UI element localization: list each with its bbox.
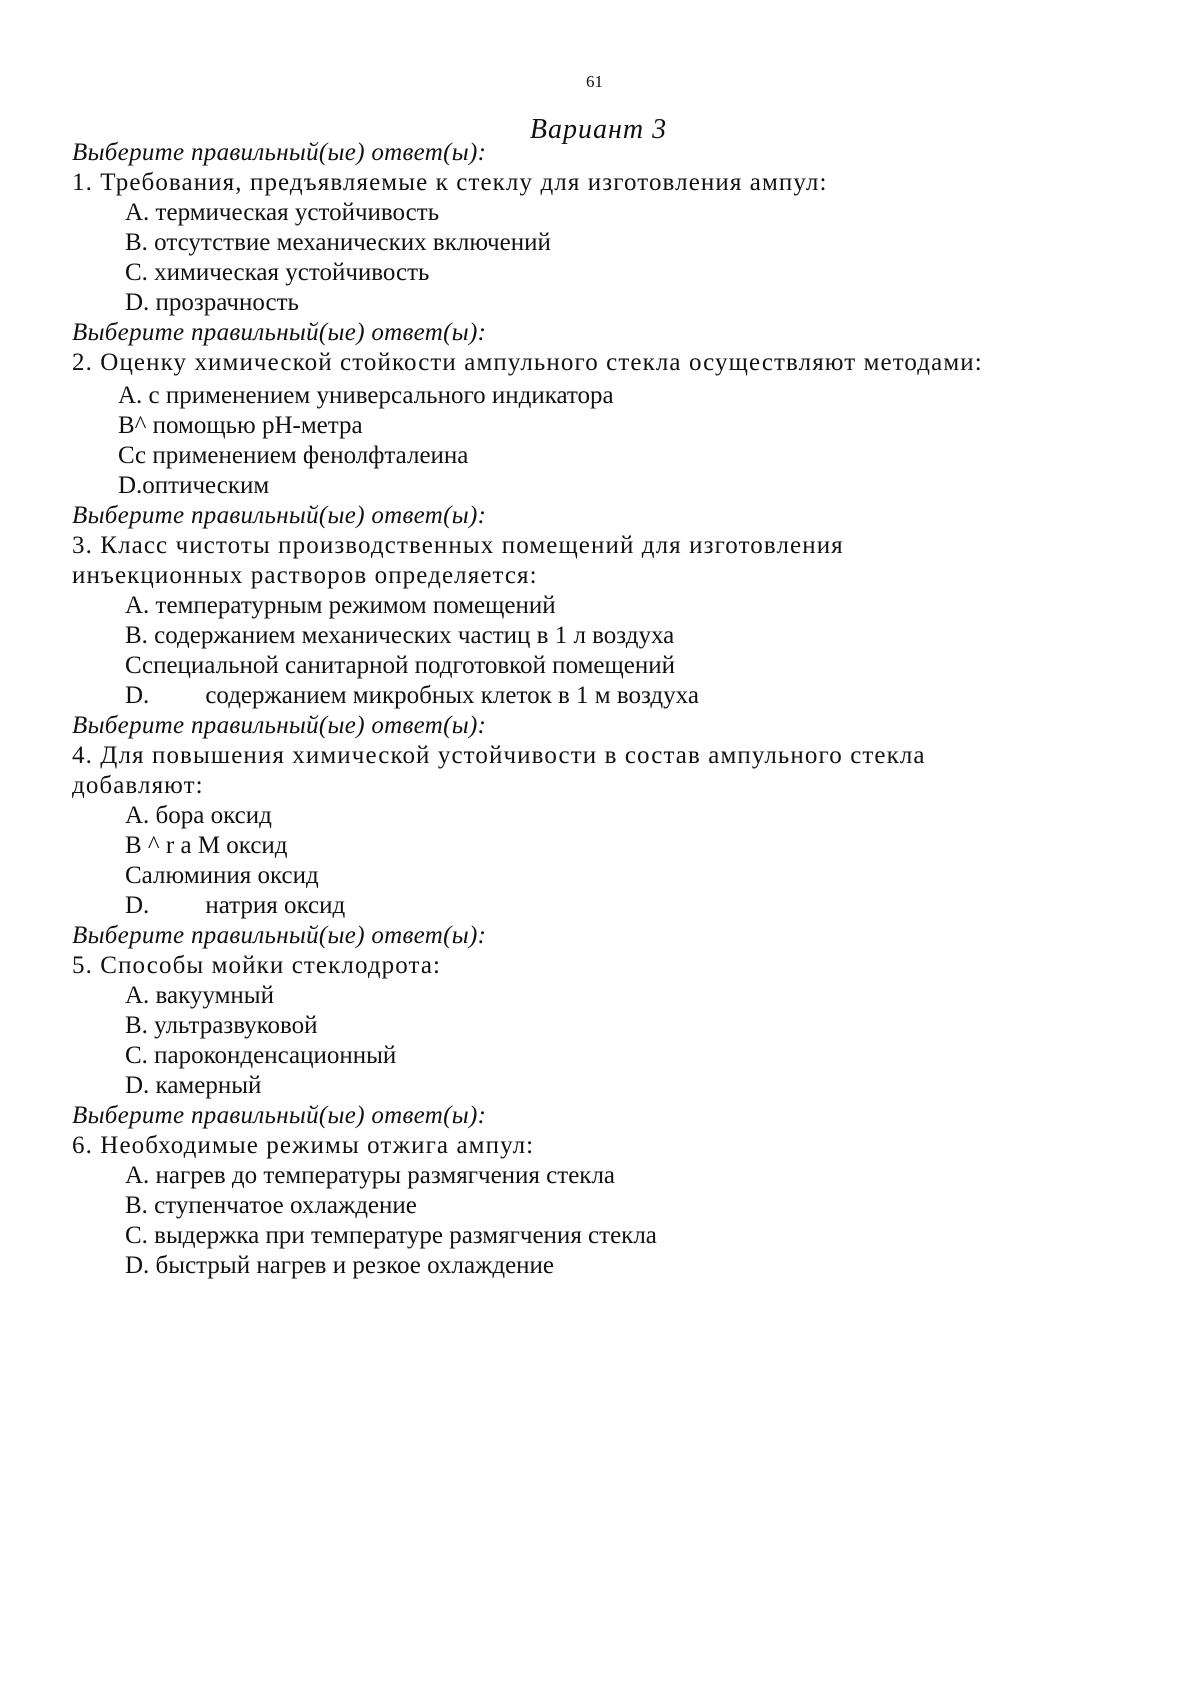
question-3-option-d-text: содержанием микробных клеток в 1 м воздуха <box>205 682 699 709</box>
question-1-option-b: В. отсутствие механических включений <box>125 229 551 256</box>
question-5-option-a: А. вакуумный <box>125 982 274 1009</box>
question-6-text: 6. Необходимые режимы отжига ампул: <box>72 1132 535 1159</box>
question-3-option-b: В. содержанием механических частиц в 1 л воздуха <box>125 622 675 649</box>
question-3-option-a: А. температурным режимом помещений <box>125 592 556 619</box>
question-2-option-b: В^ помощью рН-метра <box>118 412 363 439</box>
question-2-text: 2. Оценку химической стойкости ампульного стекла осуществляют методами: <box>72 349 983 376</box>
instruction: Выберите правильный(ые) ответ(ы): <box>72 319 487 346</box>
question-5-option-c: С. пароконденсационный <box>125 1042 397 1069</box>
instruction: Выберите правильный(ые) ответ(ы): <box>72 139 487 166</box>
instruction: Выберите правильный(ые) ответ(ы): <box>72 502 487 529</box>
question-4-option-b: В ^ r a M оксид <box>125 832 288 859</box>
question-3-text-line-2: инъекционных растворов определяется: <box>72 562 538 589</box>
instruction: Выберите правильный(ые) ответ(ы): <box>72 712 487 739</box>
question-4-option-a: А. бора оксид <box>125 802 272 829</box>
question-1-text: 1. Требования, предъявляемые к стеклу для изготовления ампул: <box>72 169 828 196</box>
question-5-text: 5. Способы мойки стеклодрота: <box>72 952 442 979</box>
variant-title: Вариант 3 <box>529 114 668 145</box>
question-6-option-a: А. нагрев до температуры размягчения стекла <box>125 1162 616 1189</box>
question-4-option-d <box>125 891 345 921</box>
question-6-option-b: В. ступенчатое охлаждение <box>125 1192 417 1219</box>
question-4-text-line-2: добавляют: <box>72 772 204 799</box>
question-1-option-d: D. прозрачность <box>125 289 299 316</box>
question-5-option-b: В. ультразвуковой <box>125 1012 318 1039</box>
question-2-option-a: А. с применением универсального индикатора <box>118 382 614 409</box>
question-3-option-c: Сспециальной санитарной подготовкой помещений <box>125 652 675 679</box>
instruction: Выберите правильный(ые) ответ(ы): <box>72 922 487 949</box>
page-number: 61 <box>586 72 603 91</box>
question-2-option-c: Сс применением фенолфталеина <box>118 442 469 469</box>
question-3-option-d-letter: D. <box>125 682 150 709</box>
question-5-option-d: D. камерный <box>125 1072 262 1099</box>
question-4-text-line-1: 4. Для повышения химической устойчивости в состав ампульного стекла <box>72 742 926 769</box>
question-4-option-d-text: натрия оксид <box>205 892 346 919</box>
question-6-option-d: D. быстрый нагрев и резкое охлаждение <box>125 1252 555 1279</box>
instruction: Выберите правильный(ые) ответ(ы): <box>72 1102 487 1129</box>
question-4-option-c: Салюминия оксид <box>125 862 319 889</box>
question-1-option-a: А. термическая устойчивость <box>125 199 440 226</box>
question-2-option-d: D.оптическим <box>118 472 270 499</box>
question-1-option-c: С. химическая устойчивость <box>125 259 430 286</box>
question-6-option-c: С. выдержка при температуре размягчения стекла <box>125 1222 657 1249</box>
question-3-option-d <box>125 681 699 711</box>
question-3-text-line-1: 3. Класс чистоты производственных помещений для изготовления <box>72 532 844 559</box>
question-4-option-d-letter: D. <box>125 892 150 919</box>
